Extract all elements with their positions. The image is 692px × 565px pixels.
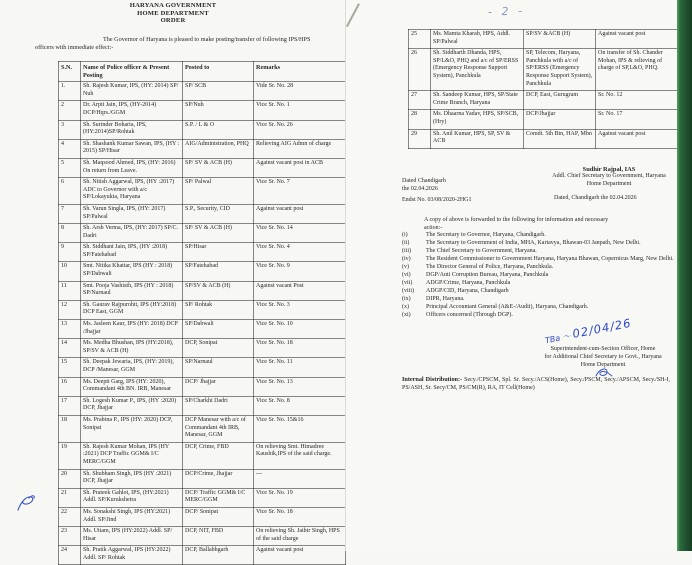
distribution-item-text: ADGP/Crime, Haryana, Panchkula (426, 280, 511, 286)
table-cell: Vice Sr. No. 14 (254, 224, 346, 243)
table-cell: SP/Narnaul (183, 358, 254, 377)
internal-distribution-label: Internal Distribution:- (402, 376, 463, 383)
endst-number: Endst No. 03/08/2020-2HG1 (402, 197, 472, 203)
dated-line-1: Dated Chandigarh (402, 178, 446, 184)
distribution-list (402, 232, 684, 320)
table-cell: DCP/Jhajjar (524, 110, 596, 129)
dated-line-2: the 02.04.2026 (402, 186, 438, 192)
table-row (59, 120, 346, 139)
table-cell: Sr. No. 12 (596, 91, 682, 110)
table-cell: 27 (409, 91, 431, 110)
table-cell: 2 (59, 101, 81, 120)
table-cell: Sh. Pratik Aggarwal, IPS (HY:2022) Addl. SP/ Rohtak (81, 546, 183, 565)
table-cell: Sh. Gaurav Rajpurohit, IPS (HY:2018) DCP East, GGM (81, 300, 183, 319)
distribution-item-number: (viii) (402, 288, 414, 294)
table-header-row (59, 62, 346, 82)
table-cell: Sh. Logesh Kumar P., IPS, (HY :2020) DCP, Jhajjar (81, 396, 183, 415)
table-row (409, 49, 682, 91)
table-cell: 7 (59, 204, 81, 223)
distribution-item-number: (vi) (402, 272, 411, 278)
signatory-title-2: Home Department (586, 180, 632, 187)
table-cell: Vice Sr. No. 26 (254, 120, 346, 139)
table-cell: Sr. No. 17 (596, 110, 682, 129)
handwritten-date: 02/04/26 (571, 315, 633, 341)
col-header-posted: Posted to (183, 62, 254, 82)
intro-line-2: officers with immediate effect:- (35, 44, 114, 52)
table-row (59, 300, 346, 319)
table-cell: 17 (59, 396, 81, 415)
table-cell: Sh. Sandeep Kumar, HPS, SP/State Crime Branch, Haryana (431, 91, 524, 110)
distribution-item (402, 264, 684, 271)
table-cell: Sh. Arsh Verma, IPS, (HY: 2017) SP/C. Dadri (81, 224, 183, 243)
internal-distribution (402, 376, 670, 393)
table-cell: Sh. Rajesh Kumar, IPS, (HY: 2014) SP/ Nuh (81, 82, 183, 101)
order-page-1 (0, 0, 346, 561)
table-row (59, 320, 346, 339)
signoff-line-1: Superintendent-cum-Section Officer, Home (550, 346, 656, 352)
distribution-item (402, 240, 684, 247)
distribution-item (402, 312, 684, 319)
handwritten-flourish: 〜 (561, 331, 572, 342)
table-cell: SP/ SV & ACB (H) (183, 224, 254, 243)
table-row (409, 129, 682, 148)
table-cell: Sh. Shubham Singh, IPS (HY :2021) DCP, Jhajjar (81, 469, 183, 488)
table-row (59, 488, 346, 507)
table-cell: DCP/ Sonipat (183, 507, 254, 526)
distribution-item-text: DIPR, Haryana. (426, 296, 465, 302)
table-cell: 4 (59, 139, 81, 158)
table-cell: Vice Sr. No. 18 (254, 507, 346, 526)
table-row (59, 469, 346, 488)
table-cell: SP/ Palwal (183, 178, 254, 205)
table-cell: 9 (59, 243, 81, 262)
table-row (59, 158, 346, 177)
table-cell: Sh. Shashank Kumar Sawan, IPS, (HY : 2015) SP/Hisar (81, 139, 183, 158)
table-row (409, 110, 682, 129)
endst-date: Dated, Chandigarh the 02.04.2026 (554, 195, 637, 201)
table-row (59, 546, 346, 565)
table-cell: 6 (59, 178, 81, 205)
distribution-item-number: (xi) (402, 312, 411, 318)
table-cell: 8 (59, 224, 81, 243)
table-cell: Vice Sr. No. 1 (254, 101, 346, 120)
table-cell: 21 (59, 488, 81, 507)
table-cell: 3 (59, 120, 81, 139)
postings-table-page2 (408, 29, 682, 149)
distribution-item (402, 296, 684, 303)
table-cell: DCP, Sonipat (183, 339, 254, 358)
table-cell: 24 (59, 546, 81, 565)
table-cell: S.P. / L & O (183, 120, 254, 139)
table-cell: Ms. Deepti Garg, IPS (HY: 2020), Commandant 4th BN. IRB, Manesar (81, 377, 183, 396)
table-cell: Sh. Siddhant Jain, IPS, (HY :2018) SP/Fatehabad (81, 243, 183, 262)
table-cell: 1. (59, 82, 81, 101)
distribution-item (402, 272, 684, 279)
table-cell: Vice Sr. No. 7 (254, 178, 346, 205)
forward-paragraph (424, 216, 674, 232)
distribution-item (402, 248, 684, 255)
distribution-item (402, 256, 684, 263)
distribution-item (402, 232, 684, 239)
table-cell: DCP, NIT, FBD (183, 527, 254, 546)
table-cell: 14 (59, 339, 81, 358)
order-title: ORDER (160, 17, 186, 25)
table-cell: Vice Sr. No. 19 (254, 488, 346, 507)
table-cell: Ms. Uttam, IPS (HY:2022) Addl. SP/ Hisar (81, 527, 183, 546)
col-header-sn: S.N. (59, 62, 81, 82)
intro-line-1: The Governor of Haryana is pleased to make posting/transfer of following IPS/HPS (103, 36, 311, 43)
distribution-item (402, 288, 684, 295)
postings-table-page1 (58, 61, 346, 565)
distribution-item-text: Officers concerned (Through DGP). (426, 312, 513, 318)
table-cell: DCP, East, Gurugram (524, 91, 596, 110)
table-cell: DCP, Ballabhgarh (183, 546, 254, 565)
table-cell: Sh. Anil Kumar, HPS, SP, SV & ACB (431, 129, 524, 148)
table-row (59, 82, 346, 101)
table-cell: S.P., Security, CID (183, 204, 254, 223)
table-cell: SP/Fatehabad (183, 262, 254, 281)
table-cell: Vice Sr. No. 9 (254, 262, 346, 281)
signoff-line-2: for Additional Chief Secretary to Govt., Haryana (544, 354, 662, 360)
table-cell: 15 (59, 358, 81, 377)
table-row (59, 243, 346, 262)
table-cell: Against vacant post (254, 204, 346, 223)
handwritten-page-number: - 2 - (487, 4, 526, 19)
table-cell: SP/SV &ACB (H) (524, 30, 596, 49)
distribution-item-number: (iii) (402, 248, 411, 254)
table-cell: Dr. Arpit Jain, IPS, (HY-2014) DCP/Hqrs./GGM (81, 101, 183, 120)
table-row (59, 415, 346, 442)
dated-block (402, 177, 446, 193)
distribution-item-number: (ix) (402, 296, 411, 302)
table-row (59, 281, 346, 300)
table-cell: DCP Manesar with a/c of Commandant 4th IRB, Manesar, GGM (183, 415, 254, 442)
pen-stroke-mark (346, 3, 360, 27)
table-cell: 29 (409, 129, 431, 148)
table-row (59, 339, 346, 358)
table-cell: Against vacant Post (254, 281, 346, 300)
distribution-item-text: ADGP/CID, Haryana, Chandigarh (426, 288, 509, 294)
table-cell: DCP/ Jhajjar (183, 377, 254, 396)
scan-background-strip (677, 0, 692, 551)
table-cell: Sh. Nitish Aggarwal, IPS, (HY :2017) ADC to Governor with a/c SP/Lokayukta, Haryana (81, 178, 183, 205)
table-row (409, 91, 682, 110)
table-cell: Sh. Surinder Boharia, IPS, (HY:2014)SP/Rohtak (81, 120, 183, 139)
table-row (59, 442, 346, 469)
table-row (409, 30, 682, 49)
table-cell: 12 (59, 300, 81, 319)
table-cell: Smt. Nitika Khattar, IPS (HY : 2018) SP/Dabwali (81, 262, 183, 281)
col-header-remarks: Remarks (254, 62, 346, 82)
table-cell: 20 (59, 469, 81, 488)
table-cell: SP/Dabwali (183, 320, 254, 339)
intro-paragraph (35, 36, 343, 52)
table-cell: Comdt. 5th Btn, HAP, Mbn (524, 129, 596, 148)
table-cell: Relieving AIG Admn of charge (254, 139, 346, 158)
distribution-item-number: (ii) (402, 240, 410, 246)
table-row (59, 101, 346, 120)
distribution-item-number: (iv) (402, 256, 411, 262)
handwritten-margin-initials (14, 492, 40, 518)
table-cell: Against vacant post (596, 30, 682, 49)
distribution-item-text: The Resident Commissioner to Government Haryana, Haryana Bhawan, Copernicus Marg, New Delhi. (426, 256, 674, 262)
table-cell: SP/ Rohtak (183, 300, 254, 319)
table-row (59, 507, 346, 526)
distribution-item-text: The Director General of Police, Haryana, Panchkula. (426, 264, 554, 270)
table-cell: SP, Telecom, Haryana, Panchkula with a/c of SP/ERSS (Emergency Response Support System), Panchkula (524, 49, 596, 91)
table-cell: Sh. Varun Singla, IPS, (HY: 2017) SP/Palwal (81, 204, 183, 223)
distribution-item (402, 304, 684, 311)
table-cell: Vice Sr. No. 4 (254, 243, 346, 262)
table-cell: 13 (59, 320, 81, 339)
distribution-item-number: (x) (402, 304, 409, 310)
table-cell: Vice Sr. No. 18 (254, 339, 346, 358)
table-cell: 10 (59, 262, 81, 281)
table-cell: Against vacant post (254, 546, 346, 565)
table-cell: --- (254, 469, 346, 488)
table-cell: SP/SV & ACB (H) (183, 281, 254, 300)
table-cell: On relieving Sh. Jaibir Singh, HPS of the said charge (254, 527, 346, 546)
table-row (59, 262, 346, 281)
forward-line-1: A copy of above is forwarded to the following for information and necessary (424, 217, 609, 223)
distribution-item-text: DGP/Anti Corruption Bureau, Haryana, Panchkula (426, 272, 549, 278)
table-cell: Smt. Pooja Vashisth, IPS (HY : 2018) SP/Narnaul (81, 281, 183, 300)
table-row (59, 396, 346, 415)
table-cell: Against vacant post (596, 129, 682, 148)
table-row (59, 178, 346, 205)
handwritten-initials: TBa (544, 333, 561, 346)
signoff-line-3: Home Department (580, 362, 626, 368)
department-name: HOME DEPARTMENT (137, 9, 209, 17)
table-cell: 11 (59, 281, 81, 300)
table-cell: 25 (409, 30, 431, 49)
table-row (59, 527, 346, 546)
handwritten-signature-date (543, 316, 632, 347)
table-cell: On transfer of Sh. Chander Mohan, IPS & relieving of charge of SP,L&O, PHQ. (596, 49, 682, 91)
table-cell: Vice Sr. No. 11 (254, 358, 346, 377)
table-cell: 28 (409, 110, 431, 129)
table-cell: Vice Sr. No. 8 (254, 396, 346, 415)
table-cell: Vice Sr. No. 3 (254, 300, 346, 319)
table-cell: 16 (59, 377, 81, 396)
distribution-item-number: (vii) (402, 280, 413, 286)
table-cell: Sh. Rajesh Kumar Mohan, IPS (HY :2021) DCP Traffic GGM& I/C MERC/GGM (81, 442, 183, 469)
table-cell: On relieving Smt. Himadree Kaushik,IPS of the said charge. (254, 442, 346, 469)
table-row (59, 377, 346, 396)
table-row (59, 358, 346, 377)
table-row (59, 224, 346, 243)
table-cell: Ms. Prabina P., IPS (HY: 2020) DCP, Sonipat (81, 415, 183, 442)
table-cell: 26 (409, 49, 431, 91)
table-cell: DCP/ Traffic GGM& I/C MERC/GGM (183, 488, 254, 507)
table-cell: Ms. Sonakshi Singh, IPS (HY:2021) Addl. SP/Jind (81, 507, 183, 526)
signatory-name: Sudhir Rajpal, IAS (582, 166, 636, 173)
col-header-name: Name of Police officer & Present Posting (81, 62, 183, 82)
table-cell: Ms. Medha Bhushan, IPS (HY:2018), SP/SV & ACB (H) (81, 339, 183, 358)
signature-block (526, 166, 692, 188)
postings-table-body-2 (409, 30, 682, 149)
table-cell: Ms. Mamta Kharab, HPS, Addl. SP/Palwal (431, 30, 524, 49)
table-cell: Sh. Maqsood Ahmed, IPS, (HY: 2016) On return from Leave. (81, 158, 183, 177)
internal-distribution-text: Secy./CPSCM, Spl. Sr. Secy./ACS(Home), Secy./PSCM, Secy./APSCM, Secy./SH-I, PS/ASH, Sr. Secy/CM, PS/CM(R), RA, IT Cell(Home) (402, 377, 671, 392)
table-cell: SP/ SCB (183, 82, 254, 101)
table-row (59, 204, 346, 223)
table-cell: 18 (59, 415, 81, 442)
order-page-2 (346, 0, 692, 551)
table-cell: Ms. Dhaarna Yadav, HPS, SP/SCB, (Hry) (431, 110, 524, 129)
forward-line-2: action:- (424, 225, 443, 231)
table-cell: AIG/Administration, PHQ (183, 139, 254, 158)
table-cell: Ms. Jasleen Kaur, IPS (HY: 2018) DCP /Jhajjar (81, 320, 183, 339)
table-cell: Vice Sr. No. 10 (254, 320, 346, 339)
table-cell: SP/Charkhi Dadri (183, 396, 254, 415)
table-cell: DCP, Crime, FBD (183, 442, 254, 469)
table-cell: Against vacant post in ACB (254, 158, 346, 177)
table-row (59, 139, 346, 158)
table-cell: Sh. Siddharth Dhanda, HPS, SP/L&O, PHQ and a/c of SP/ERSS (Emergency Response Support System), Panchkula (431, 49, 524, 91)
document-header (0, 2, 346, 25)
distribution-item-text: Principal Accountant General (A&E-/Audit), Haryana, Chandigarh. (426, 304, 589, 310)
distribution-item-number: (v) (402, 264, 409, 270)
distribution-item-text: The Secretary to Government of India, MHA, Kartavya, Bhawan-03 Janpath, New Delhi. (426, 240, 641, 246)
table-cell: SP/ SV & ACB (H) (183, 158, 254, 177)
table-cell: 22 (59, 507, 81, 526)
government-name: HARYANA GOVERNMENT (129, 2, 217, 9)
table-cell: 23 (59, 527, 81, 546)
table-cell: SP/Nuh (183, 101, 254, 120)
distribution-item (402, 280, 684, 287)
table-cell: 19 (59, 442, 81, 469)
signatory-title-1: Addl. Chief Secretary to Government, Haryana (552, 173, 666, 180)
table-cell: Sh. Prateek Gahlot, IPS, (HY:2021) Addl. SP/Kurukshetra (81, 488, 183, 507)
distribution-item-text: The Chief Secretary to Government, Haryana. (426, 248, 537, 254)
table-cell: SP/Hisar (183, 243, 254, 262)
distribution-item-number: (i) (402, 232, 408, 238)
table-cell: Sh. Deepak Jewaria, IPS, (HY: 2019), DCP /Manesar, GGM (81, 358, 183, 377)
table-cell: 5 (59, 158, 81, 177)
table-cell: Vice Sr. No. 15&16 (254, 415, 346, 442)
table-cell: Vide Sr. No. 28 (254, 82, 346, 101)
table-cell: DCP/Crime, Jhajjar (183, 469, 254, 488)
table-cell: Vice Sr. No. 13 (254, 377, 346, 396)
postings-table-body-1 (59, 82, 346, 565)
distribution-item-text: The Secretary to Governor, Haryana, Chandigarh. (426, 232, 546, 238)
